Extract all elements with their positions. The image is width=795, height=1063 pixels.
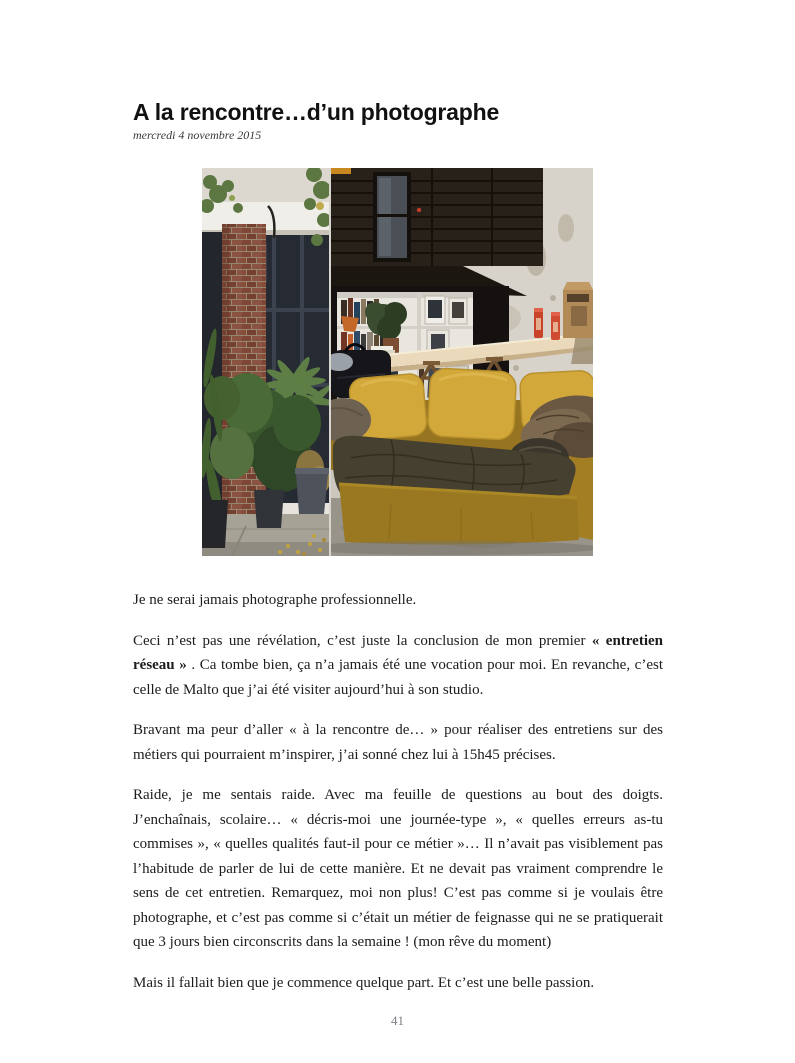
paragraph-4: Raide, je me sentais raide. Avec ma feuille de questions au bout des doigts. J’enchaînais, scolaire… « décris-moi une journée-type », « quelles erreurs as-tu commises », « quelles qualités faut-il pour ce métier »… Il n’avait pas visiblement pas l’habitude de parler de lui de cette manière. Et ne devait pas vraiment comprendre le sens de cet entretien. Remarquez, moi non plus! C’est pas comme si je voulais être photographe, et c’est pas comme si c’était un métier de feignasse qui ne se pratiquerait que 3 jours bien circonscrits dans la semaine ! (mon rêve du moment) <box>133 787 663 951</box>
page-title: A la rencontre…d’un photographe <box>133 99 500 125</box>
article-photo <box>202 168 593 556</box>
paragraph-5: Mais il fallait bien que je commence quelque part. Et c’est une belle passion. <box>133 974 595 991</box>
paragraph-3: Bravant ma peur d’aller « à la rencontre de… » pour réaliser des entretiens sur des métiers qui pourraient m’inspirer, j’ai sonné chez lui à 15h45 précises. <box>133 722 663 763</box>
photo-left-courtyard <box>202 168 336 556</box>
paragraph-2-bold: « entretien réseau » <box>133 632 664 674</box>
paragraph-2-lead: Ceci n’est pas une révélation, c’est juste la conclusion de mon premier <box>133 632 592 649</box>
photo-right-studio <box>301 168 593 556</box>
paragraph-1: Je ne serai jamais photographe professionnelle. <box>133 592 417 609</box>
photo-illustration <box>202 168 593 556</box>
paragraph-2 <box>133 629 663 703</box>
article <box>133 0 663 1011</box>
post-date: mercredi 4 novembre 2015 <box>133 128 262 143</box>
paragraph-2-rest: . Ca tombe bien, ça n’a jamais été une vocation pour moi. En revanche, c’est celle de Malto que j’ai été visiter aujourd’hui à son studio. <box>133 657 663 698</box>
page-number: 41 <box>391 1013 404 1028</box>
article-body <box>133 588 663 995</box>
